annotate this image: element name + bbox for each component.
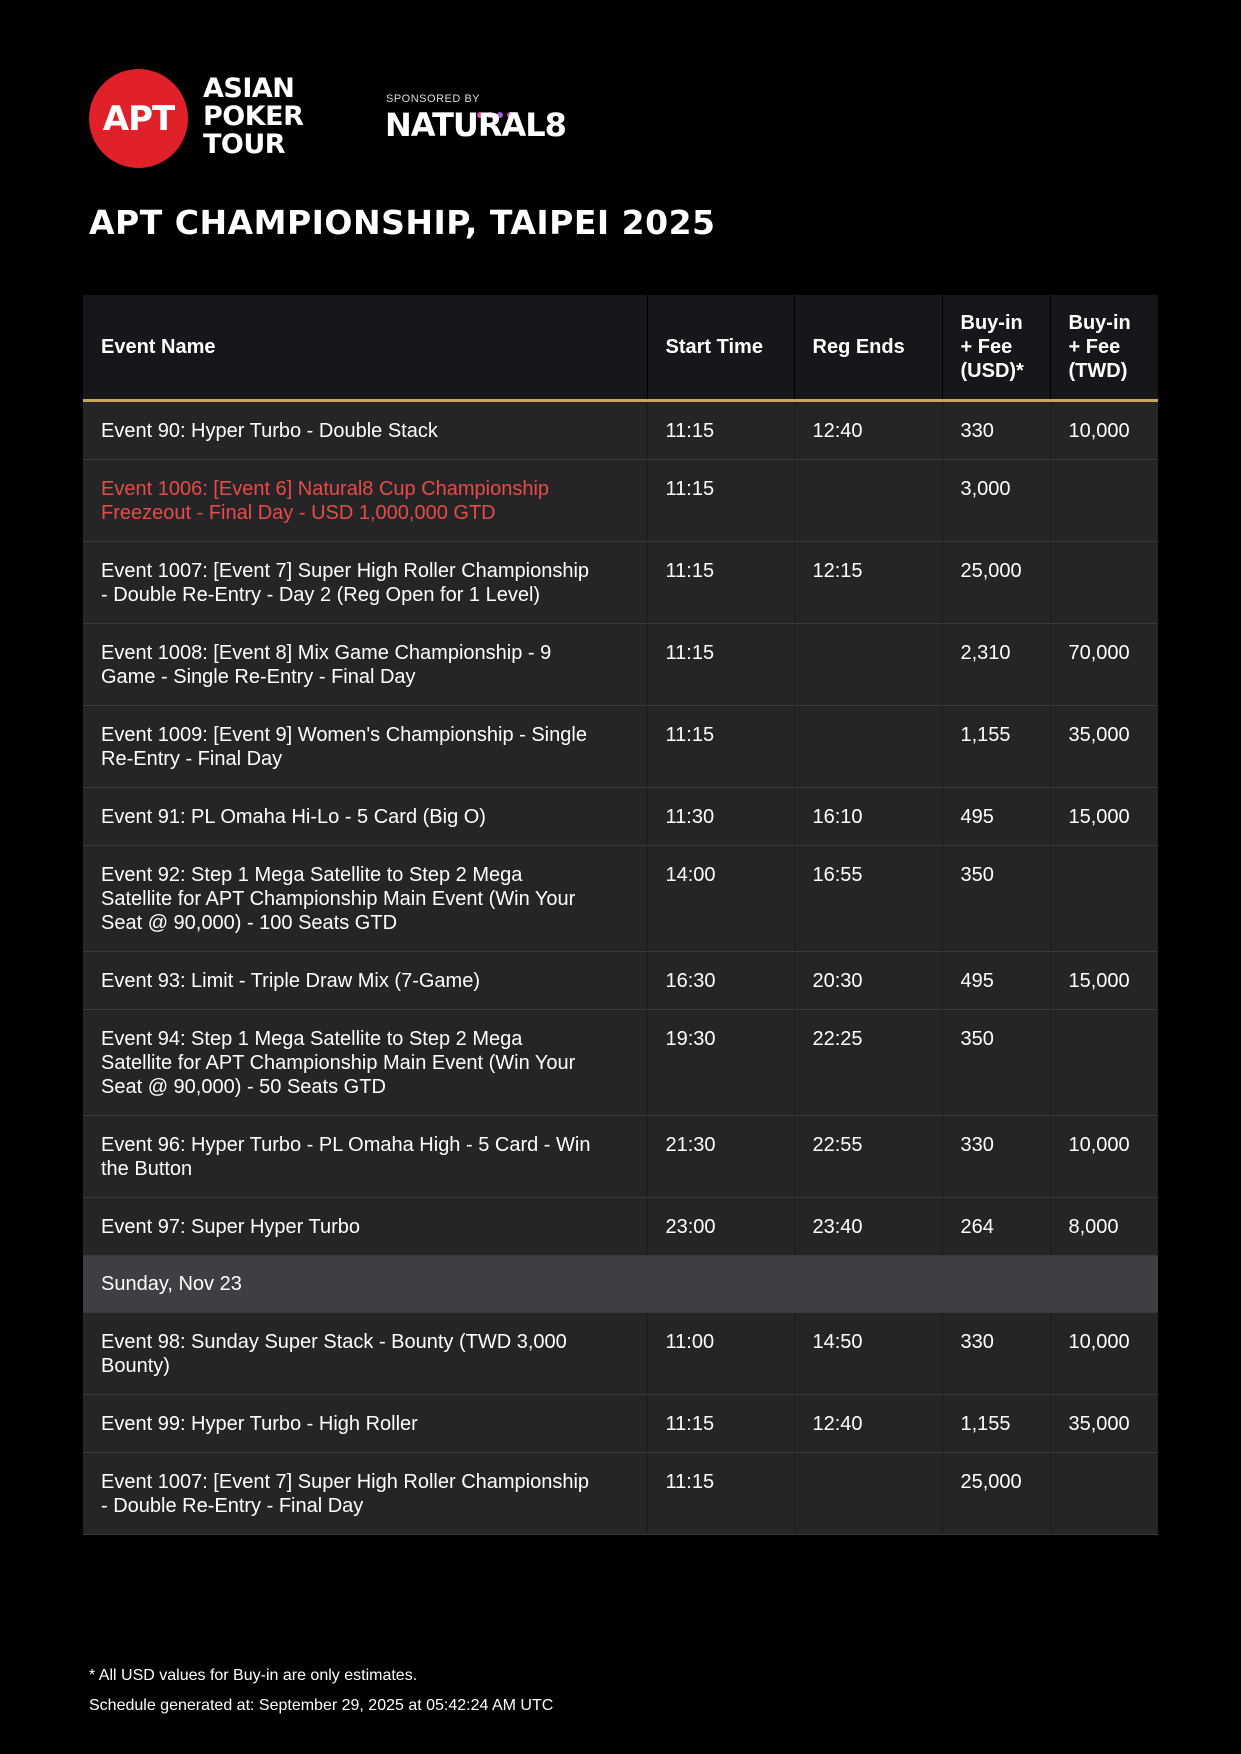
start-time-cell: 11:15 <box>647 624 794 706</box>
reg-ends-cell: 14:50 <box>794 1313 942 1395</box>
logo-line: POKER <box>203 101 304 132</box>
reg-ends-cell <box>794 1453 942 1535</box>
usd-estimate-note: * All USD values for Buy-in are only estimates. <box>89 1667 418 1684</box>
event-name-cell <box>83 1116 647 1198</box>
schedule-table <box>83 295 1158 1535</box>
start-time-cell: 21:30 <box>647 1116 794 1198</box>
event-name-line: - Double Re-Entry - Day 2 (Reg Open for 1 Level) <box>101 584 541 606</box>
event-name-cell <box>83 1453 647 1535</box>
event-name-cell <box>83 846 647 952</box>
start-time-cell: 11:15 <box>647 460 794 542</box>
buyin-usd-cell: 330 <box>942 1313 1050 1395</box>
reg-ends-cell: 22:25 <box>794 1010 942 1116</box>
header-event-name: Event Name <box>83 295 647 401</box>
buyin-usd-cell: 264 <box>942 1198 1050 1256</box>
buyin-twd-cell <box>1050 460 1158 542</box>
event-name-cell <box>83 952 647 1010</box>
event-name-line: Event 1007: [Event 7] Super High Roller Championship <box>101 1471 590 1493</box>
table-row <box>83 846 1158 952</box>
buyin-usd-cell: 1,155 <box>942 706 1050 788</box>
table-row <box>83 1010 1158 1116</box>
buyin-twd-cell: 35,000 <box>1050 1395 1158 1453</box>
table-row <box>83 1453 1158 1535</box>
day-separator-row <box>83 1256 1158 1313</box>
start-time-cell: 11:15 <box>647 542 794 624</box>
table-row <box>83 1198 1158 1256</box>
buyin-usd-cell: 495 <box>942 952 1050 1010</box>
header-line: Buy-in <box>1068 312 1131 334</box>
start-time-cell: 11:15 <box>647 706 794 788</box>
header <box>89 69 1089 169</box>
event-name-cell <box>83 1198 647 1256</box>
buyin-twd-cell: 70,000 <box>1050 624 1158 706</box>
reg-ends-cell: 16:10 <box>794 788 942 846</box>
header-line: (TWD) <box>1068 360 1128 382</box>
table-row <box>83 401 1158 460</box>
event-name-line: Event 91: PL Omaha Hi-Lo - 5 Card (Big O) <box>101 806 486 828</box>
table-row <box>83 1395 1158 1453</box>
header-buyin-usd <box>942 295 1050 401</box>
apt-logo-mark: APT <box>89 69 188 168</box>
event-name-line: Satellite for APT Championship Main Event (Win Your <box>101 888 576 910</box>
event-name-line: Event 1009: [Event 9] Women's Championship - Single <box>101 724 587 746</box>
event-name-line: the Button <box>101 1158 193 1180</box>
apt-logo-wordmark <box>203 75 303 159</box>
table-header-row <box>83 295 1158 401</box>
event-name-line: Event 1008: [Event 8] Mix Game Championship - 9 <box>101 642 552 664</box>
table-row <box>83 1116 1158 1198</box>
header-start-time: Start Time <box>647 295 794 401</box>
schedule-body <box>83 401 1158 1535</box>
buyin-twd-cell <box>1050 542 1158 624</box>
buyin-usd-cell: 3,000 <box>942 460 1050 542</box>
event-name-cell <box>83 706 647 788</box>
start-time-cell: 16:30 <box>647 952 794 1010</box>
event-name-line: Event 93: Limit - Triple Draw Mix (7-Game) <box>101 970 480 992</box>
reg-ends-cell: 23:40 <box>794 1198 942 1256</box>
reg-ends-cell: 22:55 <box>794 1116 942 1198</box>
buyin-twd-cell <box>1050 1010 1158 1116</box>
header-line: Buy-in <box>960 312 1023 334</box>
buyin-twd-cell: 15,000 <box>1050 788 1158 846</box>
header-reg-ends: Reg Ends <box>794 295 942 401</box>
start-time-cell: 11:15 <box>647 401 794 460</box>
event-name-cell <box>83 1395 647 1453</box>
event-name-cell <box>83 624 647 706</box>
event-name-line: Seat @ 90,000) - 100 Seats GTD <box>101 912 398 934</box>
start-time-cell: 11:00 <box>647 1313 794 1395</box>
reg-ends-cell <box>794 624 942 706</box>
logo-line: TOUR <box>203 129 286 160</box>
event-name-line: Re-Entry - Final Day <box>101 748 283 770</box>
header-line: (USD)* <box>960 360 1024 382</box>
event-name-cell <box>83 1010 647 1116</box>
event-name-line: Event 96: Hyper Turbo - PL Omaha High - 5 Card - Win <box>101 1134 591 1156</box>
reg-ends-cell: 12:40 <box>794 401 942 460</box>
buyin-usd-cell: 330 <box>942 1116 1050 1198</box>
buyin-twd-cell <box>1050 1453 1158 1535</box>
buyin-twd-cell <box>1050 846 1158 952</box>
buyin-usd-cell: 25,000 <box>942 1453 1050 1535</box>
buyin-usd-cell: 330 <box>942 401 1050 460</box>
start-time-cell: 14:00 <box>647 846 794 952</box>
sponsor-logo: NATURAL8 <box>385 106 566 144</box>
header-line: + Fee <box>1068 336 1121 358</box>
reg-ends-cell <box>794 706 942 788</box>
buyin-usd-cell: 495 <box>942 788 1050 846</box>
reg-ends-cell: 12:15 <box>794 542 942 624</box>
table-row <box>83 460 1158 542</box>
event-name-cell <box>83 1313 647 1395</box>
start-time-cell: 11:30 <box>647 788 794 846</box>
buyin-usd-cell: 1,155 <box>942 1395 1050 1453</box>
event-name-line: Freezeout - Final Day - USD 1,000,000 GTD <box>101 502 496 524</box>
start-time-cell: 19:30 <box>647 1010 794 1116</box>
generated-timestamp: Schedule generated at: September 29, 2025 at 05:42:24 AM UTC <box>89 1697 554 1714</box>
event-name-line: Seat @ 90,000) - 50 Seats GTD <box>101 1076 386 1098</box>
table-row <box>83 706 1158 788</box>
logo-line: ASIAN <box>203 73 295 104</box>
buyin-usd-cell: 350 <box>942 1010 1050 1116</box>
event-name-line: Game - Single Re-Entry - Final Day <box>101 666 416 688</box>
event-name-line: Event 1006: [Event 6] Natural8 Cup Championship <box>101 478 550 500</box>
table-row <box>83 542 1158 624</box>
table-row <box>83 952 1158 1010</box>
buyin-twd-cell: 35,000 <box>1050 706 1158 788</box>
header-buyin-twd <box>1050 295 1158 401</box>
event-name-line: Event 94: Step 1 Mega Satellite to Step 2 Mega <box>101 1028 523 1050</box>
table-row <box>83 1313 1158 1395</box>
header-line: + Fee <box>960 336 1013 358</box>
event-name-cell <box>83 401 647 460</box>
reg-ends-cell: 12:40 <box>794 1395 942 1453</box>
buyin-usd-cell: 2,310 <box>942 624 1050 706</box>
buyin-usd-cell: 25,000 <box>942 542 1050 624</box>
event-name-line: Event 98: Sunday Super Stack - Bounty (TWD 3,000 <box>101 1331 567 1353</box>
event-name-cell <box>83 542 647 624</box>
event-name-line: Bounty) <box>101 1355 170 1377</box>
start-time-cell: 11:15 <box>647 1395 794 1453</box>
table-row <box>83 788 1158 846</box>
event-name-line: Event 1007: [Event 7] Super High Roller Championship <box>101 560 590 582</box>
buyin-twd-cell: 10,000 <box>1050 401 1158 460</box>
buyin-twd-cell: 8,000 <box>1050 1198 1158 1256</box>
event-name-cell <box>83 460 647 542</box>
buyin-twd-cell: 15,000 <box>1050 952 1158 1010</box>
event-name-line: Event 99: Hyper Turbo - High Roller <box>101 1413 418 1435</box>
reg-ends-cell <box>794 460 942 542</box>
event-name-line: Event 97: Super Hyper Turbo <box>101 1216 361 1238</box>
table-row <box>83 624 1158 706</box>
page-title: APT CHAMPIONSHIP, TAIPEI 2025 <box>89 203 716 242</box>
start-time-cell: 23:00 <box>647 1198 794 1256</box>
reg-ends-cell: 16:55 <box>794 846 942 952</box>
day-label: Sunday, Nov 23 <box>83 1256 1158 1313</box>
buyin-twd-cell: 10,000 <box>1050 1313 1158 1395</box>
reg-ends-cell: 20:30 <box>794 952 942 1010</box>
event-name-line: Satellite for APT Championship Main Event (Win Your <box>101 1052 576 1074</box>
event-name-line: Event 90: Hyper Turbo - Double Stack <box>101 420 438 442</box>
sponsor-label: SPONSORED BY <box>386 93 481 105</box>
event-name-line: - Double Re-Entry - Final Day <box>101 1495 364 1517</box>
event-name-line: Event 92: Step 1 Mega Satellite to Step 2 Mega <box>101 864 523 886</box>
buyin-usd-cell: 350 <box>942 846 1050 952</box>
start-time-cell: 11:15 <box>647 1453 794 1535</box>
event-name-cell <box>83 788 647 846</box>
buyin-twd-cell: 10,000 <box>1050 1116 1158 1198</box>
